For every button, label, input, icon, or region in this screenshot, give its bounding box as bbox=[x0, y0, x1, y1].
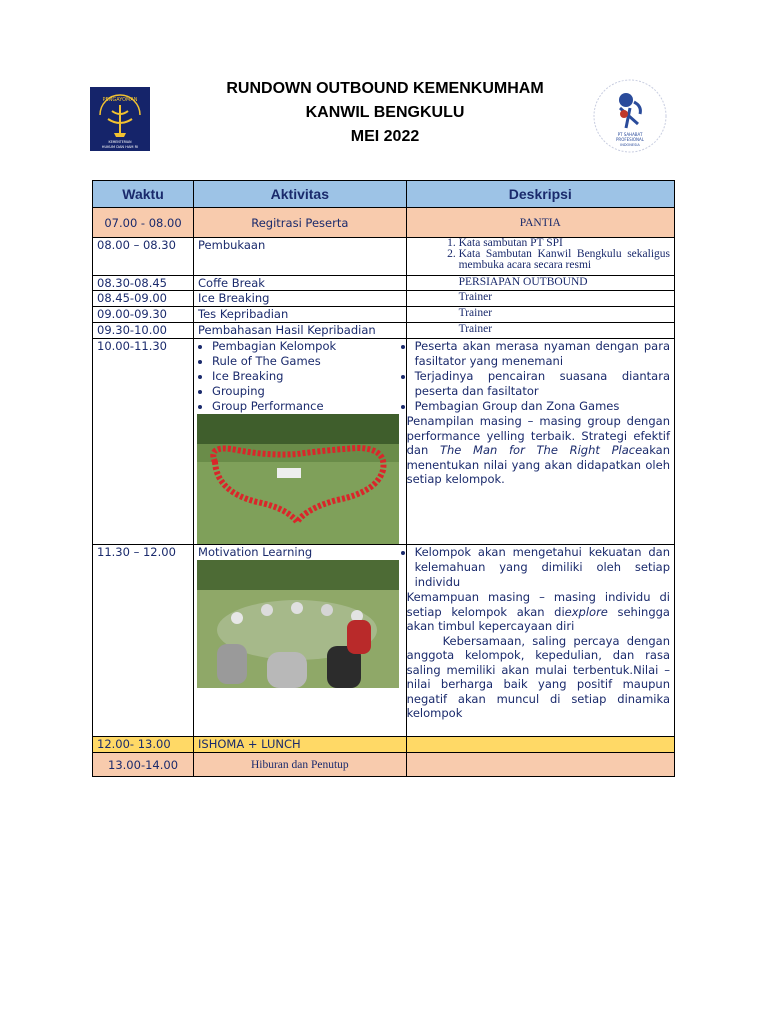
list-item: • Peserta akan merasa nyaman dengan para fasiltator yang menemani bbox=[415, 339, 670, 369]
desc-cell bbox=[406, 737, 674, 753]
time-cell: 12.00- 13.00 bbox=[93, 737, 194, 753]
title-line-1: RUNDOWN OUTBOUND KEMENKUMHAM bbox=[226, 80, 544, 97]
list-item: • Terjadinya pencairan suasana diantara peserta dan fasiltator bbox=[415, 369, 670, 399]
activity-cell: Tes Kepribadian bbox=[194, 307, 407, 323]
time-cell: 08.00 – 08.30 bbox=[93, 238, 194, 276]
list-item: • Pembagian Group dan Zona Games bbox=[415, 399, 670, 414]
svg-text:INDONESIA: INDONESIA bbox=[620, 143, 640, 147]
desc-text: Kemampuan masing – masing individu di setiap kelompok akan di bbox=[406, 590, 670, 619]
group-heart-photo bbox=[197, 414, 399, 544]
desc-text: akan menentukan nilai yang akan didapatkan oleh setiap kelompok. bbox=[406, 443, 671, 486]
activity-cell: Pembukaan bbox=[194, 238, 407, 276]
table-row bbox=[93, 753, 675, 777]
list-item: • Grouping bbox=[212, 384, 406, 399]
title-line-2: KANWIL BENGKULU bbox=[305, 104, 465, 121]
time-cell: 09.30-10.00 bbox=[93, 323, 194, 339]
desc-italic: explore bbox=[564, 604, 608, 619]
desc-paragraph: Kebersamaan, saling percaya dengan anggota kelompok, kepedulian, dan rasa saling memiliki akan mulai terbentuk.Nilai – nilai berharga baik yang positif maupun negatif akan muncul di setiap dinamika kelompok bbox=[406, 633, 674, 720]
desc-cell bbox=[406, 753, 674, 777]
activity-cell: Ice Breaking bbox=[194, 291, 407, 307]
table-row bbox=[93, 238, 675, 276]
table-row bbox=[93, 339, 675, 545]
time-cell: 08.30-08.45 bbox=[93, 276, 194, 291]
activity-cell: Coffe Break bbox=[194, 276, 407, 291]
desc-italic: The Man for The Right Place bbox=[439, 443, 643, 457]
title-line-3: MEI 2022 bbox=[350, 128, 420, 145]
svg-text:HUKUM DAN HAM RI: HUKUM DAN HAM RI bbox=[101, 145, 139, 149]
list-item: • Rule of The Games bbox=[212, 354, 406, 369]
table-row bbox=[93, 208, 675, 238]
svg-text:KEMENTERIAN: KEMENTERIAN bbox=[108, 140, 132, 144]
kemenkumham-logo bbox=[90, 87, 150, 151]
desc-cell: Trainer bbox=[406, 291, 674, 307]
header-aktivitas: Aktivitas bbox=[194, 181, 407, 208]
header-deskripsi: Deskripsi bbox=[406, 181, 674, 208]
table-header-row bbox=[93, 181, 675, 208]
table-row bbox=[93, 737, 675, 753]
svg-text:PT SAHABAT: PT SAHABAT bbox=[617, 132, 643, 137]
table-row bbox=[93, 291, 675, 307]
desc-cell bbox=[406, 545, 674, 737]
time-cell: 13.00-14.00 bbox=[93, 753, 194, 777]
motivation-learning-photo bbox=[197, 560, 399, 688]
desc-text: sehingga akan timbul kepercayaan diri bbox=[406, 604, 670, 633]
activity-cell: Regitrasi Peserta bbox=[194, 208, 407, 238]
list-item: • Pembagian Kelompok bbox=[212, 339, 406, 354]
activity-cell bbox=[194, 339, 407, 545]
list-item: • Kelompok akan mengetahui kekuatan dan kelemahuan yang dimiliki oleh setiap individu bbox=[415, 545, 670, 590]
pt-spi-logo bbox=[590, 78, 670, 154]
time-cell: 11.30 – 12.00 bbox=[93, 545, 194, 737]
table-row bbox=[93, 276, 675, 291]
desc-cell bbox=[406, 238, 674, 276]
table-row bbox=[93, 323, 675, 339]
svg-text:PENGAYOMAN: PENGAYOMAN bbox=[102, 97, 138, 103]
time-cell: 10.00-11.30 bbox=[93, 339, 194, 545]
desc-paragraph bbox=[407, 590, 670, 634]
activity-cell: Hiburan dan Penutup bbox=[194, 753, 407, 777]
list-item: • Ice Breaking bbox=[212, 369, 406, 384]
activity-cell: Pembahasan Hasil Kepribadian bbox=[194, 323, 407, 339]
table-row bbox=[93, 545, 675, 737]
time-cell: 09.00-09.30 bbox=[93, 307, 194, 323]
rundown-table bbox=[92, 180, 675, 777]
list-item: 1. Kata sambutan PT SPI bbox=[459, 238, 670, 249]
list-item: 2. Kata Sambutan Kanwil Bengkulu sekaligus membuka acara secara resmi bbox=[459, 249, 670, 271]
svg-text:PROFESIONAL: PROFESIONAL bbox=[616, 137, 644, 142]
desc-cell: PERSIAPAN OUTBOUND bbox=[406, 276, 674, 291]
time-cell: 08.45-09.00 bbox=[93, 291, 194, 307]
activity-cell: ISHOMA + LUNCH bbox=[194, 737, 407, 753]
activity-cell bbox=[194, 545, 407, 737]
desc-text: Penampilan masing – masing group dengan performance yelling terbaik. Strategi efektif dan bbox=[406, 414, 670, 457]
list-item: • Group Performance bbox=[212, 399, 406, 414]
time-cell: 07.00 - 08.00 bbox=[93, 208, 194, 238]
activity-label: Motivation Learning bbox=[198, 545, 313, 559]
desc-cell bbox=[406, 339, 674, 545]
header-waktu: Waktu bbox=[93, 181, 194, 208]
desc-cell: Trainer bbox=[406, 307, 674, 323]
desc-cell: PANTIA bbox=[406, 208, 674, 238]
desc-paragraph bbox=[407, 414, 670, 487]
desc-cell: Trainer bbox=[406, 323, 674, 339]
table-row bbox=[93, 307, 675, 323]
